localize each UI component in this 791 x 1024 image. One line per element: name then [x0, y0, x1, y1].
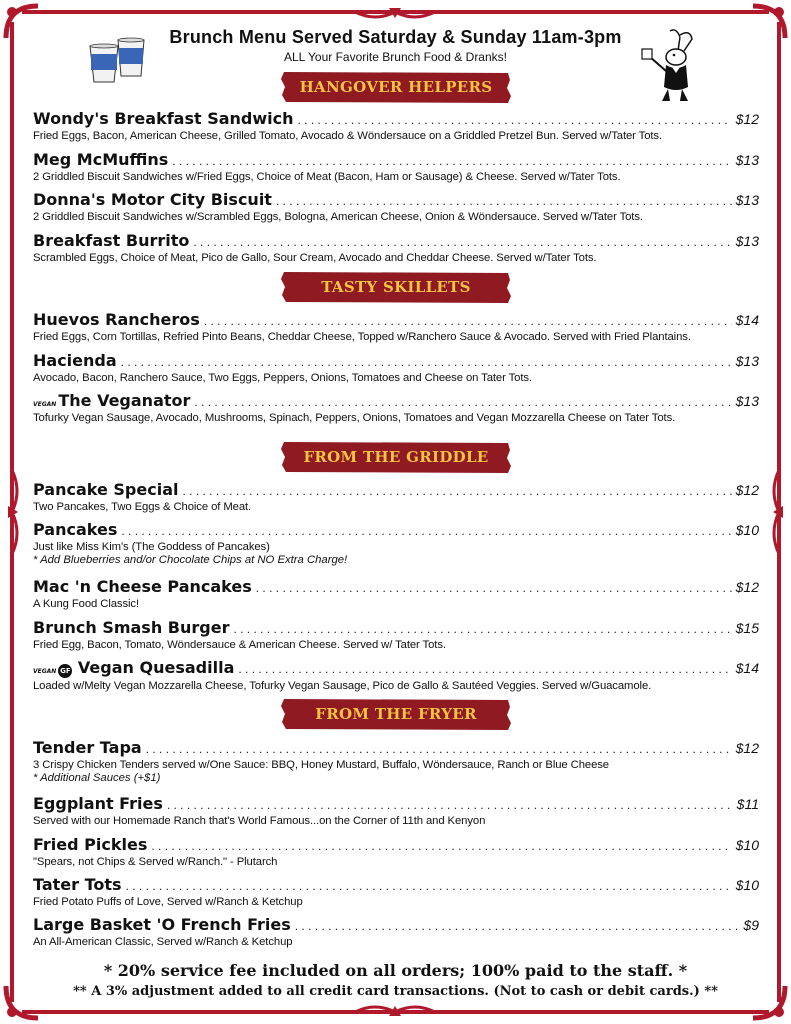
leader-dots [276, 194, 732, 208]
menu-item [33, 520, 759, 566]
leader-dots [238, 662, 731, 676]
item-description: 3 Crispy Chicken Tenders served w/One Sauce: BBQ, Honey Mustard, Buffalo, Wöndersauce, Ranch or Blue Cheese [33, 759, 609, 771]
leader-dots [194, 395, 731, 409]
menu-item [33, 150, 759, 183]
left-mid-flourish [4, 470, 24, 554]
item-description: 2 Griddled Biscuit Sandwiches w/Fried Eggs, Choice of Meat (Bacon, Ham or Sausage) & Cheese. Served w/Tater Tots. [33, 171, 621, 183]
item-price: $10 [735, 877, 759, 893]
item-name: Hacienda [33, 351, 117, 370]
menu-item [33, 310, 759, 343]
item-description: Fried Eggs, Corn Tortillas, Refried Pinto Beans, Cheddar Cheese, Topped w/Ranchero Sauce & Avocado. Served with Fried Plantains. [33, 331, 691, 343]
item-note: * Additional Sauces (+$1) [33, 772, 161, 784]
item-name: Meg McMuffins [33, 150, 169, 169]
gluten-free-badge-icon: GF [58, 664, 72, 678]
item-name: Huevos Rancheros [33, 310, 200, 329]
item-price: $13 [735, 233, 759, 249]
item-description: An All-American Classic, Served w/Ranch & Ketchup [33, 936, 293, 948]
menu-item [33, 875, 759, 908]
item-description: 2 Griddled Biscuit Sandwiches w/Scrambled Eggs, Bologna, American Cheese, Onion & Wöndersauce. Served w/Tater Tots. [33, 211, 643, 223]
frame-right-line [777, 22, 781, 1002]
menu-item [33, 794, 759, 827]
item-price: $10 [735, 522, 759, 538]
leader-dots [172, 154, 731, 168]
item-name: Eggplant Fries [33, 794, 163, 813]
menu-item [33, 577, 759, 610]
item-price: $13 [735, 152, 759, 168]
item-name-text: Vegan Quesadilla [77, 658, 235, 677]
item-price: $14 [735, 660, 759, 676]
menu-subtitle: ALL Your Favorite Brunch Food & Dranks! [283, 50, 507, 64]
leader-dots [295, 919, 740, 933]
item-note: * Add Blueberries and/or Chocolate Chips at NO Extra Charge! [33, 554, 348, 566]
leader-dots [182, 484, 731, 498]
leader-dots [193, 235, 731, 249]
leader-dots [151, 839, 731, 853]
vegan-badge-icon: VEGAN [33, 401, 57, 408]
item-name: Mac 'n Cheese Pancakes [33, 577, 252, 596]
bottom-center-flourish [355, 1000, 435, 1020]
item-name: Brunch Smash Burger [33, 618, 230, 637]
item-price: $13 [735, 192, 759, 208]
frame-top-line [22, 10, 769, 14]
section-title: FROM THE GRIDDLE [303, 448, 489, 466]
item-description: Two Pancakes, Two Eggs & Choice of Meat. [33, 501, 252, 513]
item-name: Large Basket 'O French Fries [33, 915, 291, 934]
service-fee-notice: * 20% service fee included on all orders; 100% paid to the staff. * [103, 961, 688, 980]
item-name: Fried Pickles [33, 835, 148, 854]
item-name: Wondy's Breakfast Sandwich [33, 109, 294, 128]
item-name: Tender Tapa [33, 738, 142, 757]
leader-dots [298, 113, 732, 127]
section-banner-hangover-helpers [280, 70, 512, 104]
leader-dots [121, 355, 732, 369]
menu-item [33, 231, 759, 264]
leader-dots [233, 622, 731, 636]
menu-header [0, 27, 791, 64]
section-title: FROM THE FRYER [315, 705, 477, 723]
menu-title: Brunch Menu Served Saturday & Sunday 11am-3pm [169, 27, 622, 47]
menu-item [33, 351, 759, 384]
right-mid-flourish [767, 470, 787, 554]
leader-dots [256, 581, 732, 595]
item-price: $13 [735, 393, 759, 409]
menu-item [33, 835, 759, 868]
menu-item [33, 658, 759, 692]
item-description: Avocado, Bacon, Ranchero Sauce, Two Eggs, Peppers, Onions, Tomatoes and Cheese on Tater Tots. [33, 372, 532, 384]
menu-item [33, 391, 759, 424]
item-description: Fried Eggs, Bacon, American Cheese, Grilled Tomato, Avocado & Wöndersauce on a Griddled Pretzel Bun. Served w/Tater Tots. [33, 130, 663, 142]
item-price: $9 [743, 917, 759, 933]
menu-item [33, 738, 759, 784]
leader-dots [167, 798, 733, 812]
item-price: $14 [735, 312, 759, 328]
item-price: $12 [735, 579, 759, 595]
menu-item [33, 480, 759, 513]
item-name: Pancake Special [33, 480, 179, 499]
item-price: $12 [735, 111, 759, 127]
leader-dots [146, 742, 732, 756]
item-name-text: The Veganator [58, 391, 191, 410]
item-price: $11 [736, 796, 759, 812]
item-name: Donna's Motor City Biscuit [33, 190, 272, 209]
item-price: $12 [735, 482, 759, 498]
item-name: Tater Tots [33, 875, 122, 894]
item-description: Served with our Homemade Ranch that's World Famous...on the Corner of 11th and Kenyon [33, 815, 486, 827]
leader-dots [126, 879, 732, 893]
frame-left-line [10, 22, 14, 1002]
section-banner-tasty-skillets [280, 270, 512, 304]
section-banner-from-the-griddle [280, 440, 512, 474]
item-price: $10 [735, 837, 759, 853]
menu-item [33, 109, 759, 142]
item-description: Tofurky Vegan Sausage, Avocado, Mushrooms, Spinach, Peppers, Onions, Tomatoes and Vegan Mozzarella Cheese on Tater Tots. [33, 412, 676, 424]
top-center-flourish [355, 4, 435, 24]
item-description: A Kung Food Classic! [33, 598, 140, 610]
leader-dots [204, 314, 732, 328]
frame-bottom-line [22, 1010, 769, 1014]
menu-item [33, 618, 759, 651]
menu-item [33, 190, 759, 223]
vegan-badge-icon: VEGAN [33, 668, 57, 675]
section-title: TASTY SKILLETS [321, 278, 471, 296]
item-price: $12 [735, 740, 759, 756]
item-name: Pancakes [33, 520, 118, 539]
credit-card-notice: ** A 3% adjustment added to all credit card transactions. (Not to cash or debit cards.) ** [73, 984, 718, 999]
item-price: $13 [735, 353, 759, 369]
item-description: Loaded w/Melty Vegan Mozzarella Cheese, Tofurky Vegan Sausage, Pico de Gallo & Sautéed Veggies. Served w/Guacamole. [33, 680, 652, 692]
item-price: $15 [735, 620, 759, 636]
item-description: Fried Egg, Bacon, Tomato, Wöndersauce & American Cheese. Served w/ Tater Tots. [33, 639, 446, 651]
item-description: Scrambled Eggs, Choice of Meat, Pico de Gallo, Sour Cream, Avocado and Cheddar Cheese. Served w/Tater Tots. [33, 252, 597, 264]
item-description: Just like Miss Kim's (The Goddess of Pancakes) [33, 541, 270, 553]
item-name [33, 658, 234, 678]
leader-dots [121, 524, 731, 538]
item-description: Fried Potato Puffs of Love, Served w/Ranch & Ketchup [33, 896, 303, 908]
item-name: Breakfast Burrito [33, 231, 190, 250]
item-name [33, 391, 190, 410]
item-description: "Spears, not Chips & Served w/Ranch." - Plutarch [33, 856, 278, 868]
menu-item [33, 915, 759, 948]
section-title: HANGOVER HELPERS [299, 78, 493, 96]
section-banner-from-the-fryer [280, 697, 512, 731]
